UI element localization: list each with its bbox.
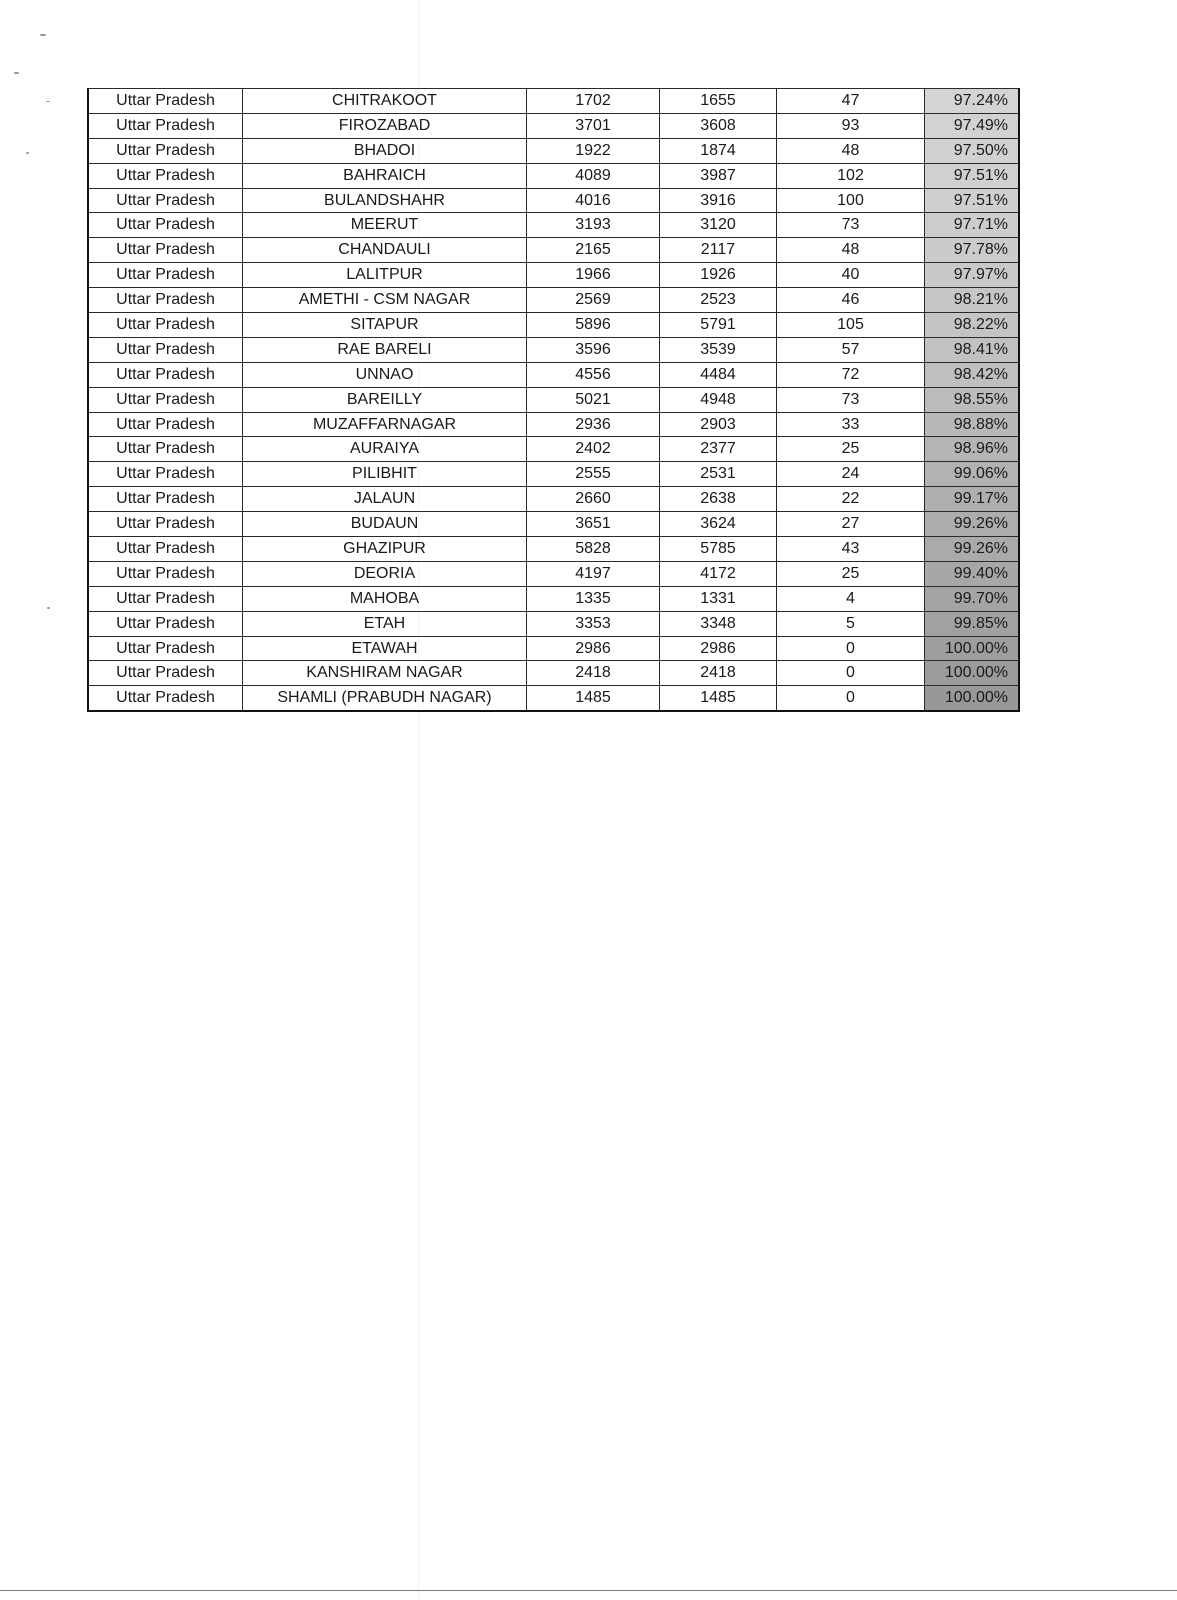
percentage-cell: 98.88% [925, 412, 1020, 437]
difference-cell: 25 [777, 437, 925, 462]
total-cell: 2555 [527, 462, 660, 487]
difference-cell: 0 [777, 636, 925, 661]
completed-cell: 3624 [660, 512, 777, 537]
completed-cell: 1874 [660, 138, 777, 163]
district-cell: AURAIYA [243, 437, 527, 462]
state-cell: Uttar Pradesh [88, 188, 243, 213]
difference-cell: 4 [777, 586, 925, 611]
completed-cell: 5791 [660, 313, 777, 338]
difference-cell: 93 [777, 113, 925, 138]
table-row [88, 89, 1019, 114]
scan-speck [47, 607, 50, 609]
total-cell: 1485 [527, 686, 660, 711]
table-row [88, 337, 1019, 362]
scan-speck [14, 72, 19, 74]
district-cell: BULANDSHAHR [243, 188, 527, 213]
percentage-cell: 98.41% [925, 337, 1020, 362]
percentage-cell: 97.24% [925, 89, 1020, 114]
state-cell: Uttar Pradesh [88, 362, 243, 387]
total-cell: 5021 [527, 387, 660, 412]
total-cell: 2569 [527, 288, 660, 313]
difference-cell: 47 [777, 89, 925, 114]
total-cell: 3701 [527, 113, 660, 138]
district-cell: RAE BARELI [243, 337, 527, 362]
table-row [88, 561, 1019, 586]
state-cell: Uttar Pradesh [88, 636, 243, 661]
difference-cell: 40 [777, 263, 925, 288]
district-cell: CHITRAKOOT [243, 89, 527, 114]
state-cell: Uttar Pradesh [88, 686, 243, 711]
completed-cell: 3608 [660, 113, 777, 138]
difference-cell: 0 [777, 686, 925, 711]
state-cell: Uttar Pradesh [88, 462, 243, 487]
total-cell: 1702 [527, 89, 660, 114]
state-cell: Uttar Pradesh [88, 288, 243, 313]
difference-cell: 25 [777, 561, 925, 586]
difference-cell: 102 [777, 163, 925, 188]
completed-cell: 4172 [660, 561, 777, 586]
percentage-cell: 100.00% [925, 636, 1020, 661]
completed-cell: 2523 [660, 288, 777, 313]
completed-cell: 3987 [660, 163, 777, 188]
total-cell: 4089 [527, 163, 660, 188]
district-cell: JALAUN [243, 487, 527, 512]
percentage-cell: 99.85% [925, 611, 1020, 636]
table-row [88, 238, 1019, 263]
total-cell: 3353 [527, 611, 660, 636]
difference-cell: 48 [777, 238, 925, 263]
table-row [88, 213, 1019, 238]
completed-cell: 3916 [660, 188, 777, 213]
difference-cell: 72 [777, 362, 925, 387]
total-cell: 3193 [527, 213, 660, 238]
state-cell: Uttar Pradesh [88, 263, 243, 288]
difference-cell: 27 [777, 512, 925, 537]
total-cell: 4197 [527, 561, 660, 586]
district-cell: MAHOBA [243, 586, 527, 611]
total-cell: 2660 [527, 487, 660, 512]
completed-cell: 1655 [660, 89, 777, 114]
table-row [88, 412, 1019, 437]
percentage-cell: 97.49% [925, 113, 1020, 138]
total-cell: 1966 [527, 263, 660, 288]
completed-cell: 4948 [660, 387, 777, 412]
percentage-cell: 97.71% [925, 213, 1020, 238]
district-cell: AMETHI - CSM NAGAR [243, 288, 527, 313]
state-cell: Uttar Pradesh [88, 213, 243, 238]
state-cell: Uttar Pradesh [88, 561, 243, 586]
total-cell: 5896 [527, 313, 660, 338]
district-cell: ETAH [243, 611, 527, 636]
difference-cell: 48 [777, 138, 925, 163]
table-row [88, 437, 1019, 462]
state-cell: Uttar Pradesh [88, 387, 243, 412]
total-cell: 2418 [527, 661, 660, 686]
state-cell: Uttar Pradesh [88, 337, 243, 362]
table-row [88, 462, 1019, 487]
total-cell: 2165 [527, 238, 660, 263]
percentage-cell: 99.06% [925, 462, 1020, 487]
table-row [88, 263, 1019, 288]
state-cell: Uttar Pradesh [88, 537, 243, 562]
state-cell: Uttar Pradesh [88, 611, 243, 636]
difference-cell: 57 [777, 337, 925, 362]
completed-cell: 2531 [660, 462, 777, 487]
table-row [88, 686, 1019, 711]
difference-cell: 73 [777, 387, 925, 412]
district-cell: ETAWAH [243, 636, 527, 661]
district-cell: FIROZABAD [243, 113, 527, 138]
district-cell: BAHRAICH [243, 163, 527, 188]
total-cell: 4556 [527, 362, 660, 387]
percentage-cell: 99.26% [925, 512, 1020, 537]
table-row [88, 611, 1019, 636]
scan-speck [26, 152, 29, 154]
scan-speck [46, 101, 50, 102]
completed-cell: 3348 [660, 611, 777, 636]
table-row [88, 387, 1019, 412]
percentage-cell: 97.78% [925, 238, 1020, 263]
completed-cell: 2117 [660, 238, 777, 263]
percentage-cell: 99.17% [925, 487, 1020, 512]
difference-cell: 22 [777, 487, 925, 512]
completed-cell: 2377 [660, 437, 777, 462]
completed-cell: 3120 [660, 213, 777, 238]
state-cell: Uttar Pradesh [88, 313, 243, 338]
table-row [88, 138, 1019, 163]
table-body [88, 89, 1019, 712]
district-cell: LALITPUR [243, 263, 527, 288]
table-row [88, 512, 1019, 537]
district-cell: SHAMLI (PRABUDH NAGAR) [243, 686, 527, 711]
state-cell: Uttar Pradesh [88, 437, 243, 462]
district-cell: MUZAFFARNAGAR [243, 412, 527, 437]
total-cell: 1922 [527, 138, 660, 163]
difference-cell: 73 [777, 213, 925, 238]
percentage-cell: 97.97% [925, 263, 1020, 288]
completed-cell: 2903 [660, 412, 777, 437]
total-cell: 2936 [527, 412, 660, 437]
percentage-cell: 97.51% [925, 188, 1020, 213]
difference-cell: 43 [777, 537, 925, 562]
percentage-cell: 99.40% [925, 561, 1020, 586]
table-row [88, 586, 1019, 611]
state-cell: Uttar Pradesh [88, 113, 243, 138]
district-cell: DEORIA [243, 561, 527, 586]
difference-cell: 33 [777, 412, 925, 437]
district-cell: UNNAO [243, 362, 527, 387]
difference-cell: 46 [777, 288, 925, 313]
percentage-cell: 100.00% [925, 686, 1020, 711]
district-data-table [87, 88, 1020, 712]
district-cell: MEERUT [243, 213, 527, 238]
percentage-cell: 98.42% [925, 362, 1020, 387]
district-cell: SITAPUR [243, 313, 527, 338]
table-row [88, 288, 1019, 313]
percentage-cell: 98.55% [925, 387, 1020, 412]
district-cell: BAREILLY [243, 387, 527, 412]
completed-cell: 1485 [660, 686, 777, 711]
completed-cell: 2986 [660, 636, 777, 661]
table-row [88, 661, 1019, 686]
total-cell: 4016 [527, 188, 660, 213]
percentage-cell: 99.26% [925, 537, 1020, 562]
table-row [88, 487, 1019, 512]
completed-cell: 5785 [660, 537, 777, 562]
percentage-cell: 99.70% [925, 586, 1020, 611]
difference-cell: 24 [777, 462, 925, 487]
state-cell: Uttar Pradesh [88, 238, 243, 263]
state-cell: Uttar Pradesh [88, 661, 243, 686]
state-cell: Uttar Pradesh [88, 138, 243, 163]
table-row [88, 113, 1019, 138]
district-cell: GHAZIPUR [243, 537, 527, 562]
table-row [88, 636, 1019, 661]
completed-cell: 2638 [660, 487, 777, 512]
table-row [88, 188, 1019, 213]
district-cell: BUDAUN [243, 512, 527, 537]
table-row [88, 537, 1019, 562]
percentage-cell: 98.96% [925, 437, 1020, 462]
district-cell: PILIBHIT [243, 462, 527, 487]
state-cell: Uttar Pradesh [88, 412, 243, 437]
table-row [88, 163, 1019, 188]
state-cell: Uttar Pradesh [88, 89, 243, 114]
state-cell: Uttar Pradesh [88, 586, 243, 611]
percentage-cell: 97.50% [925, 138, 1020, 163]
state-cell: Uttar Pradesh [88, 163, 243, 188]
state-cell: Uttar Pradesh [88, 512, 243, 537]
district-cell: BHADOI [243, 138, 527, 163]
total-cell: 3596 [527, 337, 660, 362]
state-cell: Uttar Pradesh [88, 487, 243, 512]
difference-cell: 105 [777, 313, 925, 338]
district-cell: CHANDAULI [243, 238, 527, 263]
difference-cell: 0 [777, 661, 925, 686]
total-cell: 2986 [527, 636, 660, 661]
total-cell: 5828 [527, 537, 660, 562]
percentage-cell: 98.21% [925, 288, 1020, 313]
total-cell: 3651 [527, 512, 660, 537]
total-cell: 1335 [527, 586, 660, 611]
difference-cell: 5 [777, 611, 925, 636]
completed-cell: 3539 [660, 337, 777, 362]
total-cell: 2402 [527, 437, 660, 462]
district-cell: KANSHIRAM NAGAR [243, 661, 527, 686]
scan-edge-line [0, 1590, 1177, 1591]
percentage-cell: 98.22% [925, 313, 1020, 338]
completed-cell: 2418 [660, 661, 777, 686]
completed-cell: 1926 [660, 263, 777, 288]
table-row [88, 362, 1019, 387]
table-row [88, 313, 1019, 338]
completed-cell: 1331 [660, 586, 777, 611]
percentage-cell: 100.00% [925, 661, 1020, 686]
scan-speck [40, 34, 46, 36]
difference-cell: 100 [777, 188, 925, 213]
percentage-cell: 97.51% [925, 163, 1020, 188]
completed-cell: 4484 [660, 362, 777, 387]
